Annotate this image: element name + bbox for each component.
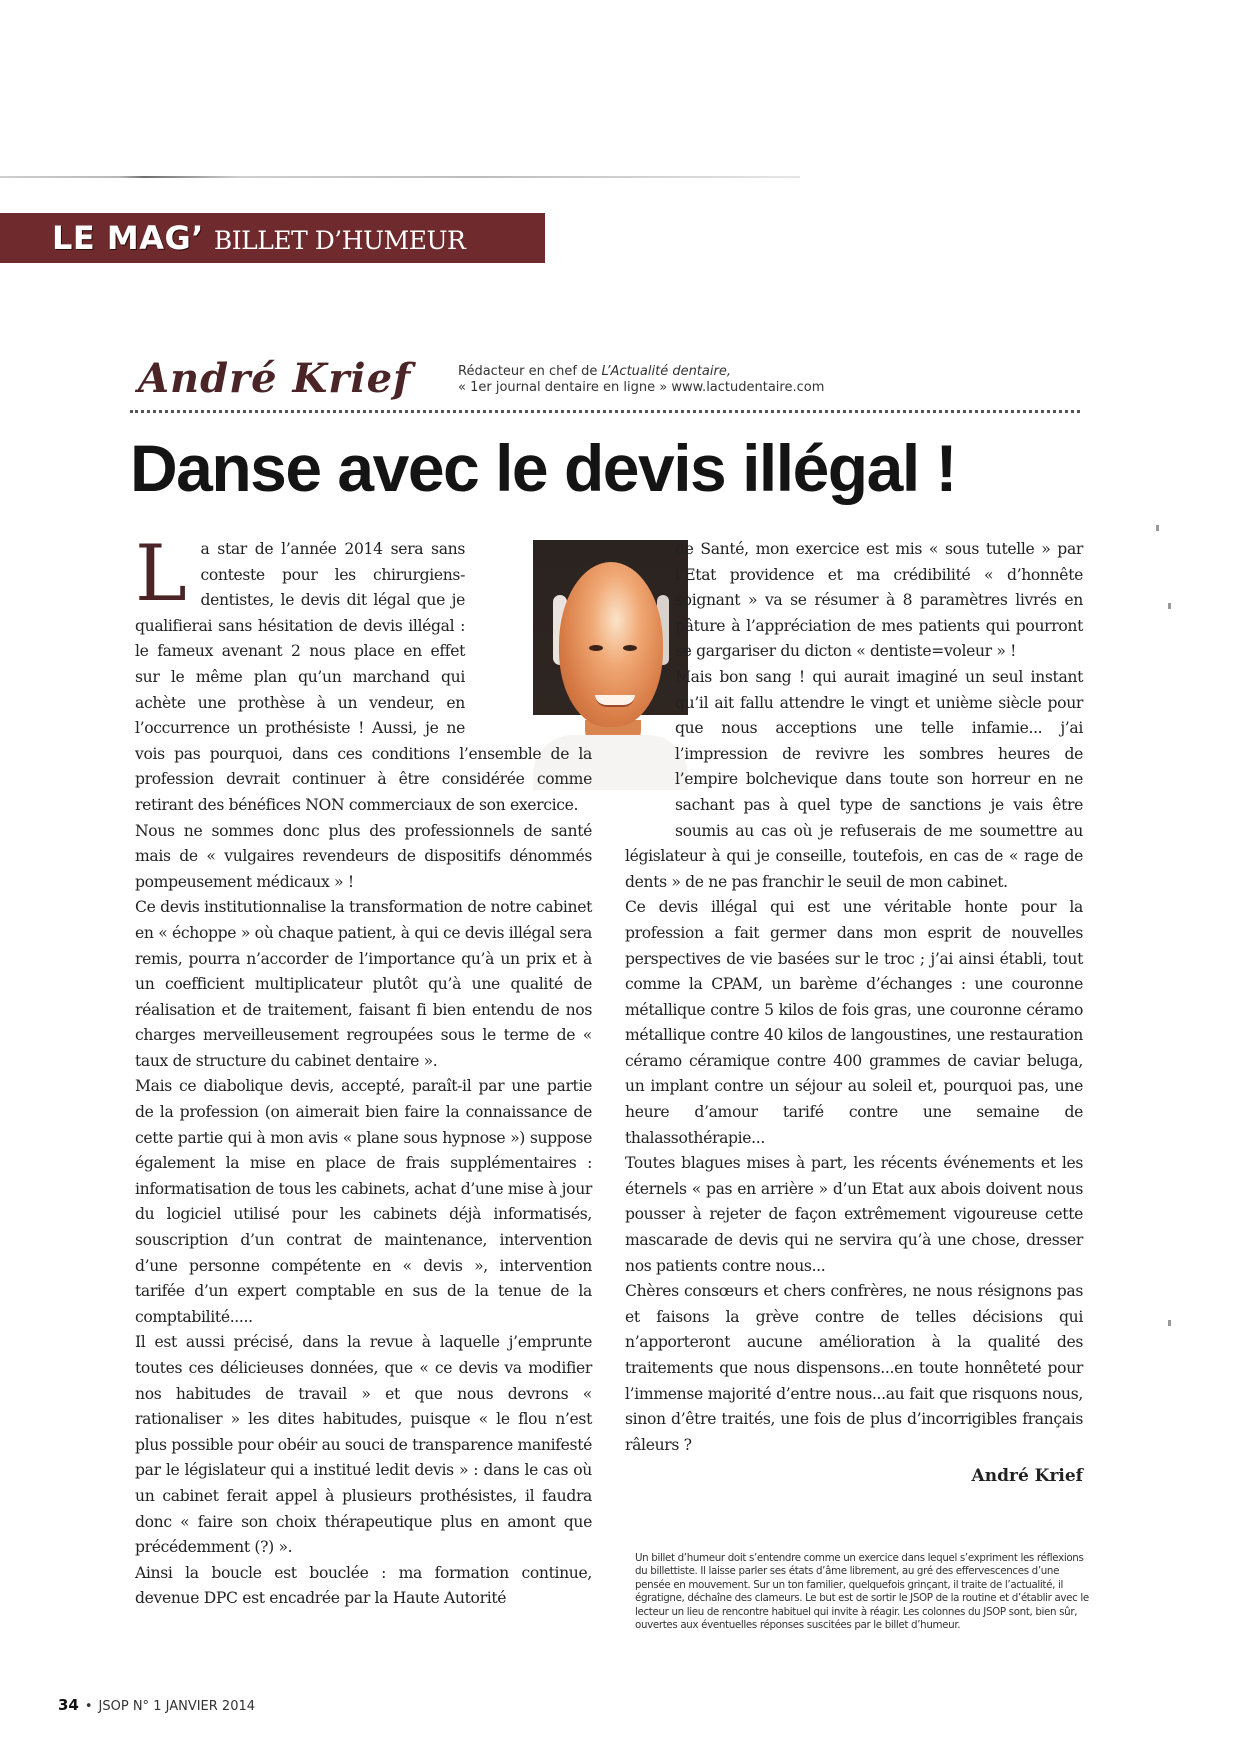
dotted-divider: [130, 410, 1080, 413]
article-paragraph: Il est aussi précisé, dans la revue à laquelle j’emprunte toutes ces délicieuses données, que « ce devis va modifier nos habitudes de travail » et que nous devrons « rationaliser » les dites habitudes, puisque « le flou n’est plus possible pour obéir au souci de transparence manifesté par le législateur qui a institué ledit devis » : dans le cas où un cabinet ferait appel à plusieurs prothésistes, il faudra donc « faire son choix thérapeutique plus en amont que précédemment (?) ».: [135, 1333, 592, 1557]
article-paragraph: Ainsi la boucle est bouclée : ma formation continue, devenue DPC est encadrée par la Haute Autorité: [135, 1563, 592, 1608]
article-paragraph: Mais ce diabolique devis, accepté, paraît-il par une partie de la profession (on aimerait bien faire la connaissance de cette partie qui à mon avis « plane sous hypnose ») suppose également la mise en place de frais supplémentaires : informatisation de tous les cabinets, achat d’une mise à jour du logiciel utilisé pour les cabinets déjà informatisés, souscription d’un contrat de maintenance, intervention d’une personne compétente en « devis », intervention tarifée d’un expert comptable en sus de la tenue de la comptabilité.....: [135, 1077, 592, 1326]
article-paragraph: Chères consœurs et chers confrères, ne nous résignons pas et faisons la grève contre de telles décisions qui n’apporteront aucune amélioration à la qualité des traitements que nous dispensons...en toute honnêteté pour l’immense majorité d’entre nous...au fait que risquons nous, sinon d’être traités, une fois de plus d’incorrigibles français râleurs ?: [625, 1282, 1083, 1454]
article-paragraph: Ce devis institutionnalise la transformation de notre cabinet en « échoppe » où chaque patient, à qui ce devis illégal sera remis, pourra n’accorder de l’importance qu’à un prix et à un coefficient multiplicateur plutôt qu’à une qualité de réalisation et de traitement, faisant fi bien entendu de nos charges merveilleusement regroupées sous le terme de « taux de structure du cabinet dentaire ».: [135, 898, 592, 1070]
section-banner: [0, 213, 545, 263]
article-paragraph: Nous ne sommes donc plus des professionnels de santé mais de « vulgaires revendeurs de dispositifs dénommés pompeusement médicaux » !: [135, 821, 592, 891]
scan-edge-mark: [1168, 603, 1171, 609]
article-paragraph: Ce devis illégal qui est une véritable honte pour la profession a fait germer dans mon esprit de nouvelles perspectives de vie basées sur le troc ; j’ai ainsi établi, tout comme la CPAM, un barème d’échanges : une couronne métallique contre 5 kilos de fois gras, une couronne céramo métallique contre 40 kilos de langoustines, une restauration céramo céramique contre 400 grammes de caviar beluga, un implant contre un séjour au soleil et, pourquoi pas, une heure d’amour tarifé contre une semaine de thalassothérapie...: [625, 898, 1083, 1147]
article-column-left: [135, 529, 592, 1612]
footer-separator: •: [84, 1699, 93, 1714]
article-paragraph: Toutes blagues mises à part, les récents événements et les éternels « pas en arrière » d’un Etat aux abois doivent nous pousser à rejeter de façon extrêmement vigoureuse cette mascarade de devis qui ne servira qu’à une chose, dresser nos patients contre nous...: [625, 1154, 1083, 1275]
author-description: [458, 364, 824, 396]
editor-note: Un billet d’humeur doit s’entendre comme un exercice dans lequel s’expriment les réflexions du billettiste. Il laisse parler ses états d’âme librement, au gré des effervescences d’une pensée en mouvement. Sur un ton familier, quelquefois grinçant, il traite de l’actualité, il égratigne, déchaîne des clameurs. Le but est de sortir le JSOP de la routine et d’établir avec le lecteur un lieu de rencontre habituel qui invite à réagir. Les colonnes du JSOP sont, bien sûr, ouvertes aux éventuelles réponses suscitées par le billet d’humeur.: [635, 1552, 1089, 1632]
author-publication: L’Actualité dentaire,: [601, 364, 731, 379]
author-byline: [138, 355, 1078, 415]
author-name: André Krief: [138, 355, 412, 402]
article-headline: Danse avec le devis illégal !: [130, 431, 956, 505]
article-paragraph: La star de l’année 2014 sera sans conteste pour les chirurgiens-dentistes, le devis dit légal que je qualifierai sans hésitation de devis illégal : le fameux avenant 2 nous place en effet sur le même plan qu’un marchand qui achète une prothèse à un vendeur, en l’occurrence un prothésiste ! Aussi, je ne vois pas pourquoi, dans ces conditions l’ensemble de la profession devrait continuer à être considérée comme retirant des bénéfices NON commerciaux de son exercice.: [135, 529, 592, 814]
article-paragraph: de Santé, mon exercice est mis « sous tutelle » par l’Etat providence et ma crédibilité « d’honnête soignant » va se résumer à 8 paramètres livrés en pâture à l’appréciation de mes patients qui pourront se gargariser du dicton « dentiste=voleur » !: [675, 540, 1083, 661]
scan-edge-mark: [1156, 525, 1159, 531]
article-paragraph: Mais bon sang ! qui aurait imaginé un seul instant qu’il ait fallu attendre le vingt et unième siècle pour que nous acceptions une telle infamie... j’ai l’impression de revivre les sombres heures de l’empire bolchevique dans toute son horreur en ne sachant pas à quel type de sanctions je vais être soumis au cas où je refuserais de me soumettre au législateur à qui je conseille, toutefois, en cas de « rage de dents » de ne pas franchir le seuil de mon cabinet.: [625, 667, 1083, 891]
page-footer: [58, 1696, 255, 1714]
author-role-line2: « 1er journal dentaire en ligne » www.lactudentaire.com: [458, 380, 825, 395]
scan-edge-mark: [1168, 1320, 1171, 1326]
section-mag-label: LE MAG’: [52, 219, 204, 257]
article-column-right: [625, 537, 1083, 1490]
issue-info: JSOP N° 1 JANVIER 2014: [98, 1699, 256, 1714]
section-rubric: BILLET D’HUMEUR: [213, 226, 466, 255]
article-signature: André Krief: [971, 1466, 1083, 1487]
author-role-line1: [458, 364, 824, 380]
scan-top-rule: [0, 176, 800, 178]
page-number: 34: [58, 1696, 79, 1714]
drop-cap: L: [135, 529, 187, 619]
author-role-prefix: Rédacteur en chef de: [458, 364, 602, 379]
